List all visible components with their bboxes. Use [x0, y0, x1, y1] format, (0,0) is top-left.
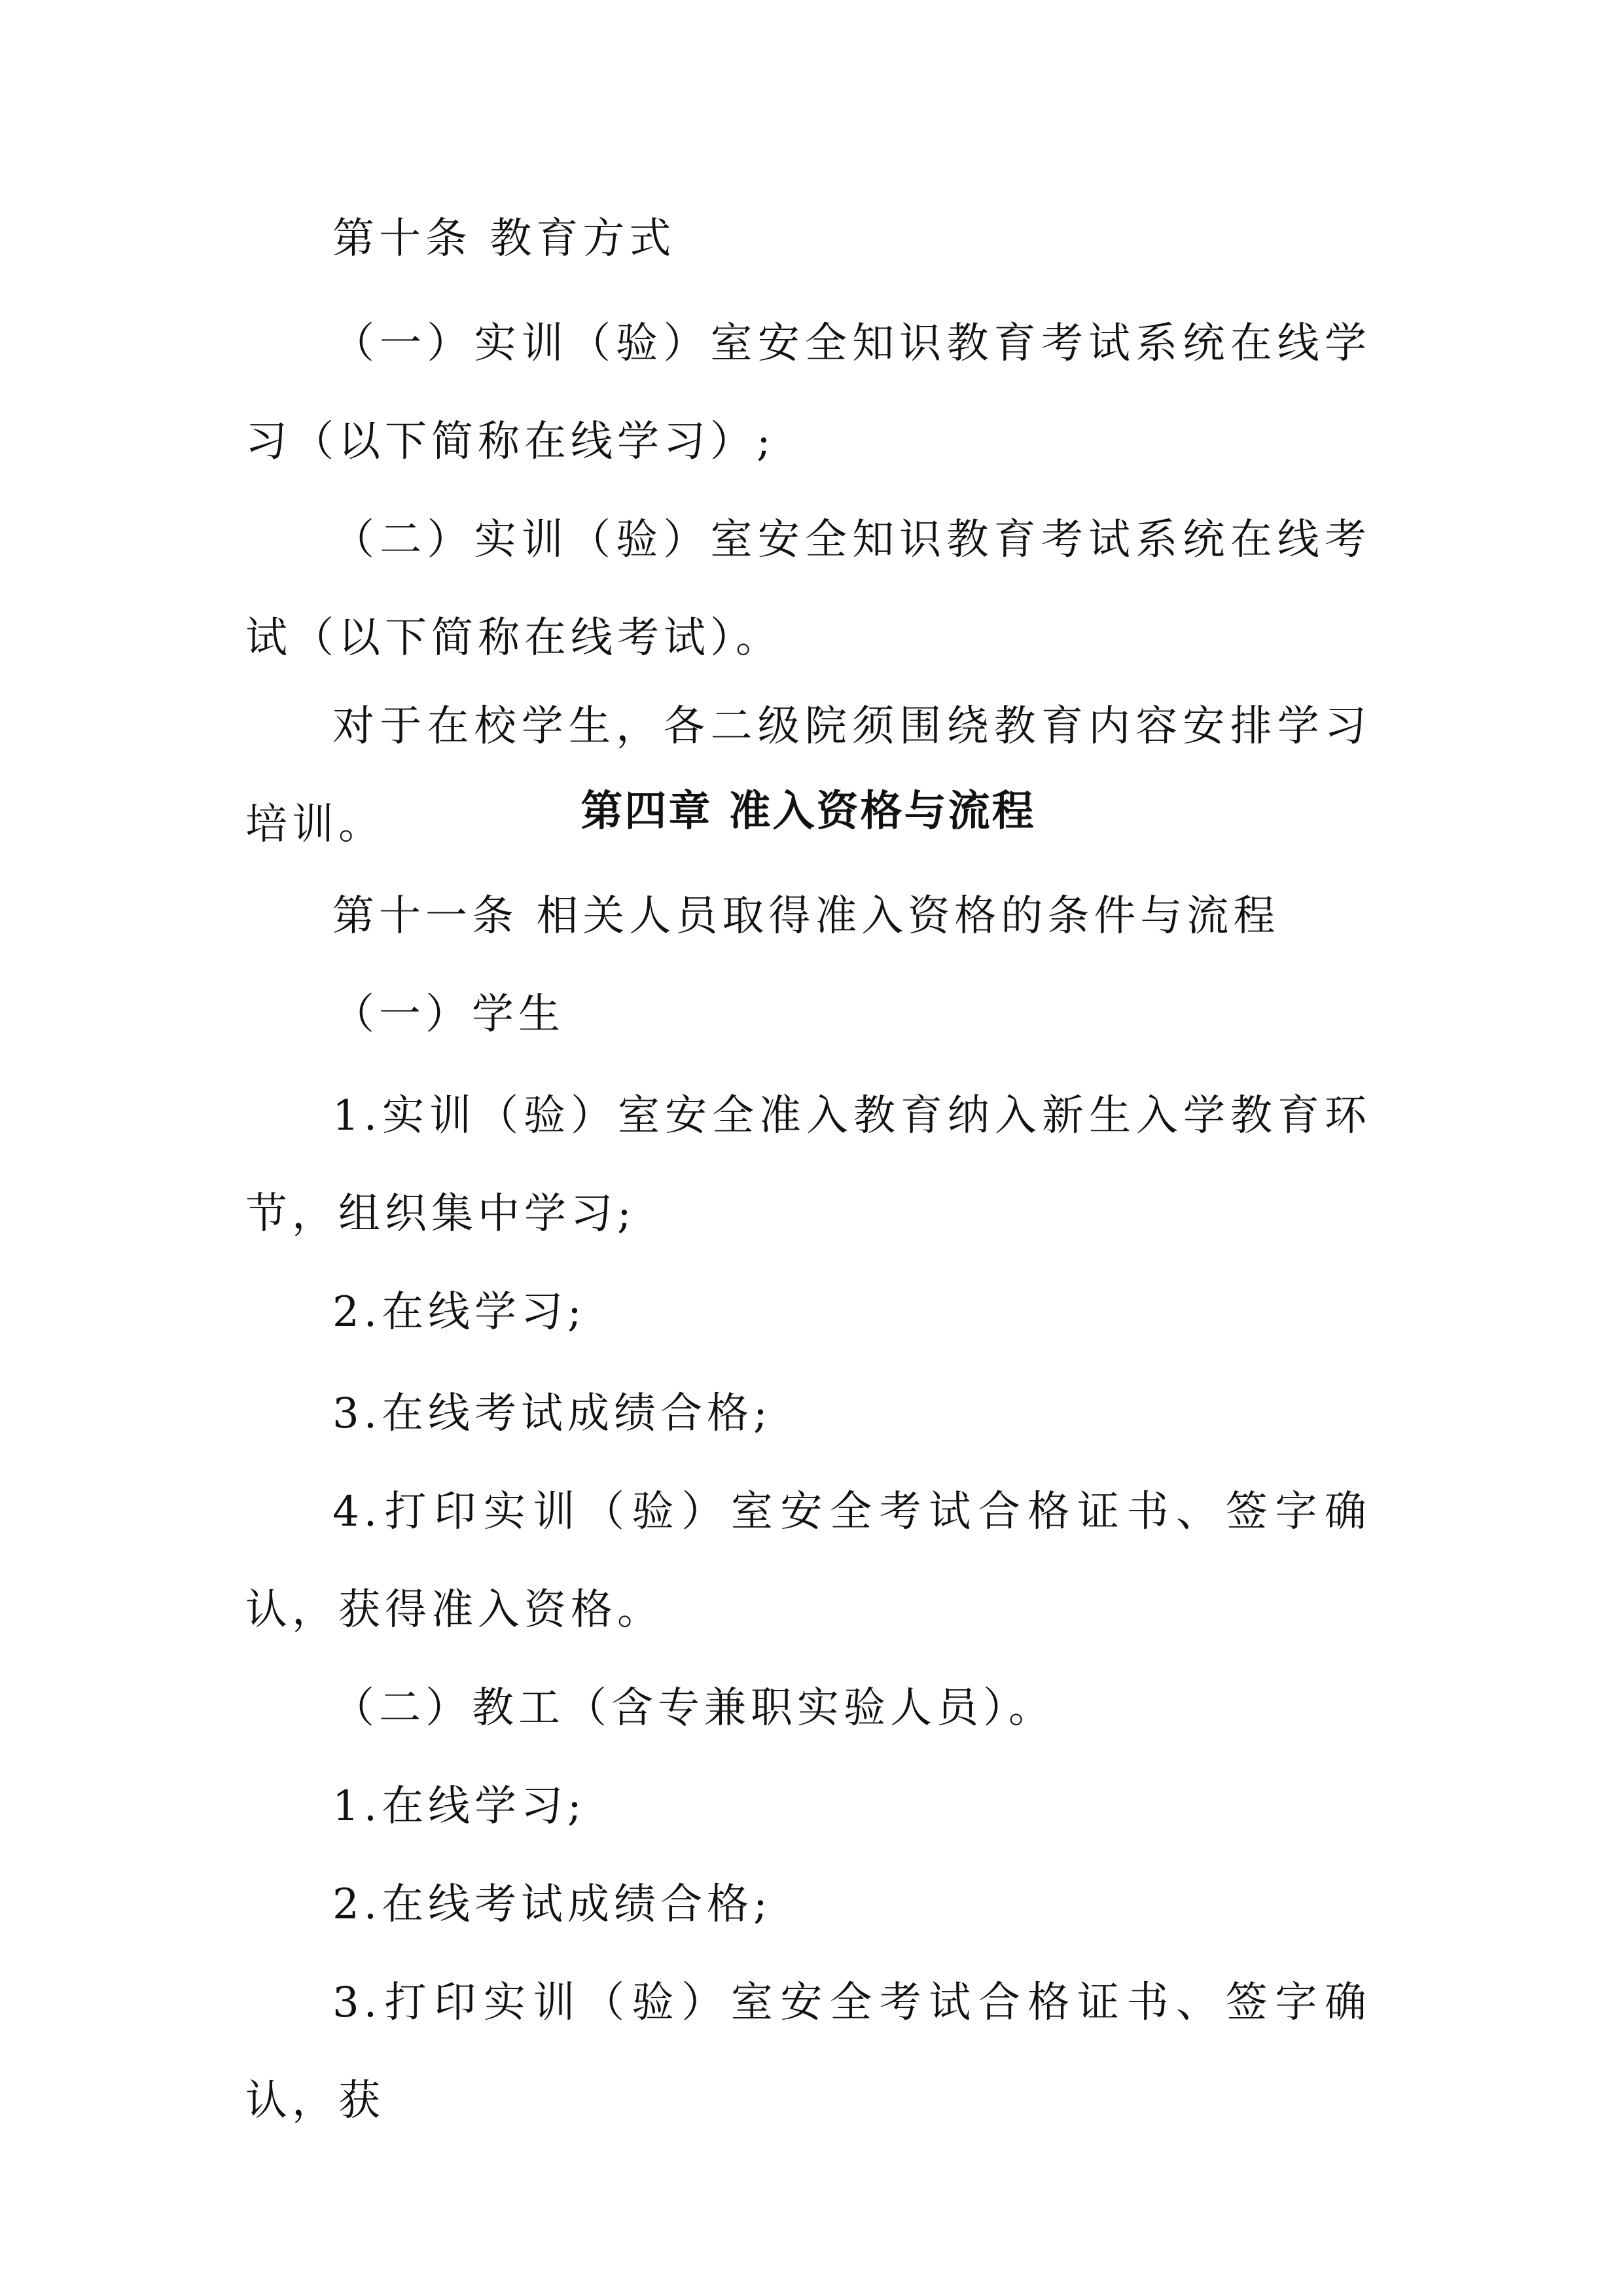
students-heading: （一）学生	[332, 990, 565, 1039]
students-step-3: 3.在线考试成绩合格;	[332, 1390, 772, 1438]
article-10-item-2: （二）实训（验）室安全知识教育考试系统在线考试（以下简称在线考试）。	[245, 516, 1371, 662]
article-10-note: 对于在校学生，各二级院须围绕教育内容安排学习培训。	[245, 702, 1371, 849]
article-11-title: 第十一条 相关人员取得准入资格的条件与流程	[332, 892, 1280, 941]
students-step-2: 2.在线学习;	[332, 1288, 586, 1336]
students-step-4: 4.打印实训（验）室安全考试合格证书、签字确认，获得准入资格。	[245, 1488, 1371, 1634]
staff-step-3: 3.打印实训（验）室安全考试合格证书、签字确认，获	[245, 1979, 1371, 2125]
article-10-item-1: （一）实训（验）室安全知识教育考试系统在线学习（以下简称在线学习）;	[245, 319, 1371, 466]
article-10-title: 第十条 教育方式	[332, 215, 676, 263]
staff-heading: （二）教工（含专兼职实验人员）。	[332, 1684, 1055, 1732]
chapter-4-title: 第四章 准入资格与流程	[580, 787, 1036, 836]
students-step-1: 1.实训（验）室安全准入教育纳入新生入学教育环节，组织集中学习;	[245, 1092, 1371, 1238]
staff-step-2: 2.在线考试成绩合格;	[332, 1880, 772, 1929]
staff-step-1: 1.在线学习;	[332, 1782, 586, 1831]
